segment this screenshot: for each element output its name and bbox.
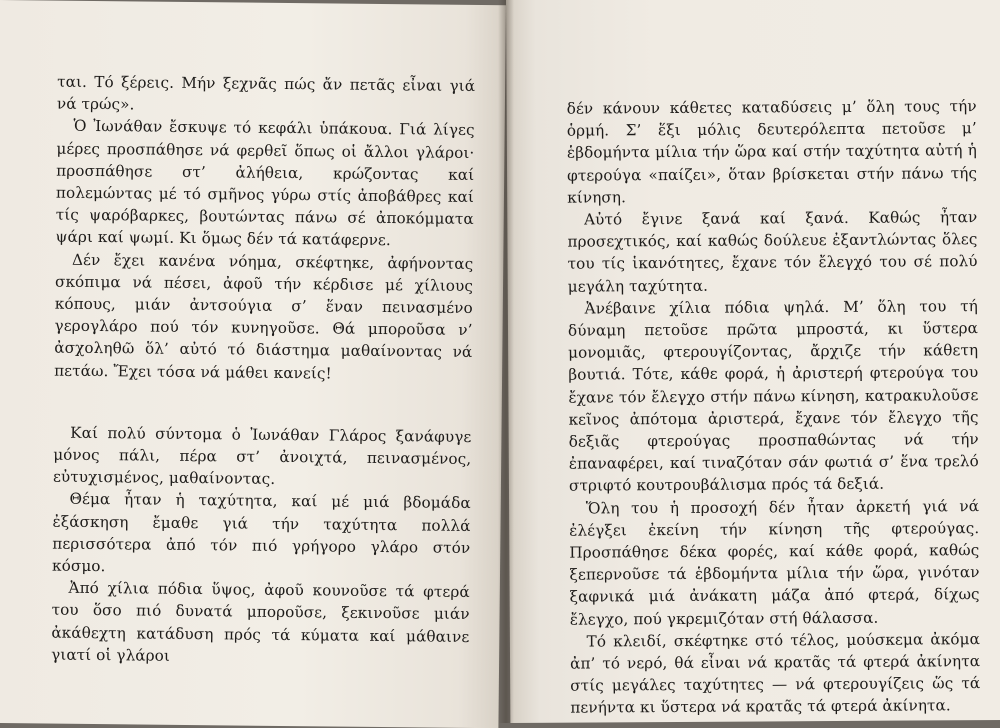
paragraph: Ὅλη του ἡ προσοχή δέν ἦταν ἀρκετή γιά νά ἐλέγξει ἐκείνη τήν κίνηση τῆς φτερούγας. Προσπάθησε δέκα φορές, καί κάθε φορά, καθώς ξεπερνοῦσε τά ἑβδομήντα μίλια τήν ὥρα, γινόταν ξαφνικά μιά ἀνάκατη μάζα ἀπό φτερά, δίχως ἔλεγχο, πού γκρεμιζόταν στή θάλασσα. <box>569 496 980 629</box>
right-page <box>506 0 1000 723</box>
paragraph: Θέμα ἦταν ἡ ταχύτητα, καί μέ μιά βδομάδα ἐξάσκηση ἔμαθε γιά τήν ταχύτητα πολλά περισσότερα ἀπό τόν πιό γρήγορο γλάρο στόν κόσμο. <box>51 490 471 576</box>
section-break <box>54 381 472 425</box>
paragraph: Ἀνέβαινε χίλια πόδια ψηλά. Μ’ ὅλη του τή δύναμη πετοῦσε πρῶτα μπροστά, κι ὕστερα μονομιᾶς, φτερουγίζοντας, ἄρχιζε τήν κάθετη βουτιά. Τότε, κάθε φορά, ἡ ἀριστερή φτερούγα του ἔχανε τόν ἔλεγχο στήν πάνω κίνηση, κατρακυλοῦσε κεῖνος ἀπότομα ἀριστερά, ἔχανε τόν ἔλεγχο τῆς δεξιᾶς φτερούγας προσπαθώντας νά τήν ἐπαναφέρει, καί τιναζόταν σάν φωτιά σ’ ἕνα τρελό στριφτό κουτρουβάλισμα πρός τά δεξιά. <box>567 296 979 496</box>
paragraph: Δέν ἔχει κανένα νόημα, σκέφτηκε, ἀφήνοντας σκόπιμα νά πέσει, ἀφοῦ τήν κέρδισε μέ χίλιους κόπους, μιάν ἀντσούγια σ’ ἕναν πεινασμένο γερογλάρο πού τόν κυνηγοῦσε. Θά μποροῦσα ν’ ἀσχοληθῶ ὅλ’ αὐτό τό διάστημα μαθαίνοντας νά πετάω. Ἔχει τόσα νά μάθει κανείς! <box>54 250 474 383</box>
paragraph: Ὁ Ἰωνάθαν ἔσκυψε τό κεφάλι ὑπάκουα. Γιά λίγες μέρες προσπάθησε νά φερθεῖ ὅπως οἱ ἄλλοι γλάροι· προσπάθησε στ’ ἀλήθεια, κρώζοντας καί πολεμώντας μέ τό σμῆνος γύρω στίς ἀποβάθρες καί τίς ψαρόβαρκες, βουτώντας πάνω σέ ἀποκόμματα ψάρι καί ψωμί. Κι ὅμως δέν τά κατάφερνε. <box>55 117 475 250</box>
paragraph: Ἀπό χίλια πόδια ὕψος, ἀφοῦ κουνοῦσε τά φτερά του ὅσο πιό δυνατά μποροῦσε, ξεκινοῦσε μιάν ἀκάθεχτη κατάδυση πρός τά κύματα καί μάθαινε γιατί οἱ γλάροι <box>51 579 470 665</box>
paragraph: Τό κλειδί, σκέφτηκε στό τέλος, μούσκεμα ἀκόμα ἀπ’ τό νερό, θά εἶναι νά κρατᾶς τά φτερά ἀκίνητα στίς μεγάλες ταχύτητες — νά φτερουγίζεις ὥς τά πενήντα κι ὕστερα νά κρατᾶς τά φτερά ἀκίνητα. <box>570 629 981 718</box>
paragraph: ται. Τό ξέρεις. Μήν ξεχνᾶς πώς ἄν πετᾶς εἶναι γιά νά τρώς». <box>56 72 476 114</box>
paragraph: Αὐτό ἔγινε ξανά καί ξανά. Καθώς ἦταν προσεχτικός, καί καθώς δούλευε ἐξαντλώντας ὅλες του τίς ἱκανότητες, ἔχανε τόν ἔλεγχό του σέ πολύ μεγάλη ταχύτητα. <box>567 208 978 296</box>
book-gutter-shadow <box>498 0 514 723</box>
paragraph: δέν κάνουν κάθετες καταδύσεις μ’ ὅλη τους τήν ὁρμή. Σ’ ἕξι μόλις δευτερόλεπτα πετοῦσε μ’ ἑβδομήντα μίλια τήν ὥρα καί στήν ταχύτητα αὐτή ἡ φτερούγα «παίζει», ὅταν βρίσκεται στήν πάνω τής κίνηση. <box>566 97 978 207</box>
paragraph: Καί πολύ σύντομα ὁ Ἰωνάθαν Γλάρος ξανάφυγε μόνος πάλι, πέρα στ’ ἀνοιχτά, πεινασμένος, εὐτυχισμένος, μαθαίνοντας. <box>52 423 472 489</box>
